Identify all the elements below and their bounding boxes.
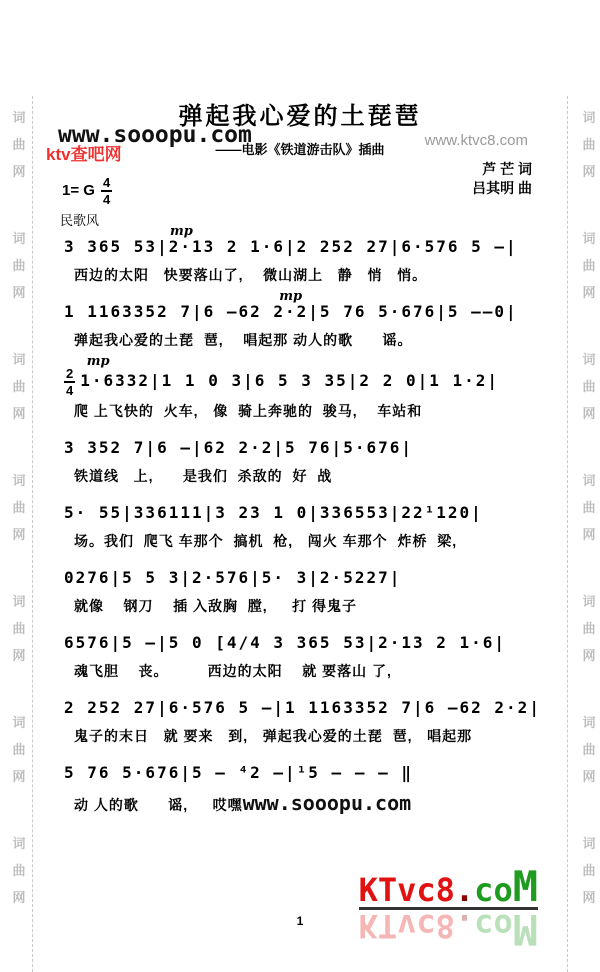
key-signature <box>62 176 112 206</box>
border-char: 词 <box>582 352 596 367</box>
music-system <box>40 354 560 421</box>
border-char: 词 <box>12 715 26 730</box>
meter-bottom: 4 <box>66 383 74 398</box>
lyrics-line: 鬼子的末日 就 要来 到, 弹起我心爱的土琵 琶, 唱起那 <box>74 728 473 744</box>
music-system <box>40 633 560 681</box>
watermark-ktvc8: www.ktvc8.com <box>424 132 528 149</box>
border-char: 曲 <box>582 742 596 757</box>
lyrics-line: 弹起我心爱的土琵 琶, 唱起那 动人的歌 谣。 <box>74 332 413 348</box>
border-char: 词 <box>12 473 26 488</box>
border-char: 网 <box>12 769 26 784</box>
border-char: 网 <box>12 164 26 179</box>
border-char: 曲 <box>12 863 26 878</box>
dynamic-mark: mp <box>279 289 303 304</box>
lyrics-line: 爬 上飞快的 火车, 像 骑上奔驰的 骏马, 车站和 <box>74 403 423 419</box>
border-char: 曲 <box>582 379 596 394</box>
border-char: 词 <box>12 594 26 609</box>
border-char: 网 <box>12 406 26 421</box>
logo-text <box>358 862 538 911</box>
border-char: 曲 <box>12 379 26 394</box>
notes-row <box>40 438 560 462</box>
lyrics-line: 就像 钢刀 插 入敌胸 膛, 打 得鬼子 <box>74 598 358 614</box>
logo-reflection: KTvc8.coM <box>358 905 538 954</box>
border-char: 网 <box>582 285 596 300</box>
music-system <box>40 568 560 616</box>
composer-credit: 吕其明 曲 <box>472 180 532 196</box>
notes-row <box>40 763 560 787</box>
border-char: 曲 <box>12 137 26 152</box>
notes-row <box>40 633 560 657</box>
notes-row <box>40 224 560 261</box>
border-char: 曲 <box>582 258 596 273</box>
key-label: 1= G <box>62 181 95 199</box>
music-system <box>40 289 560 350</box>
border-char: 网 <box>582 769 596 784</box>
border-char: 词 <box>12 110 26 125</box>
border-char: 词 <box>12 836 26 851</box>
meter-bottom: 4 <box>102 192 111 207</box>
logo-part-green: co <box>474 871 513 909</box>
lyrics-line: 西边的太阳 快要落山了, 微山湖上 静 悄 悄。 <box>74 267 428 283</box>
credits <box>472 160 532 198</box>
notation-line: 6576|5 —|5 0 [4/4 3 365 53|2·13 2 1·6| <box>64 633 507 652</box>
border-char: 词 <box>12 352 26 367</box>
lyrics-line: 铁道线 上, 是我们 杀敌的 好 战 <box>74 468 333 484</box>
music-system <box>40 224 560 285</box>
page-title: 弹起我心爱的土琵琶 <box>178 103 422 130</box>
notation-line: 2 252 27|6·576 5 —|1 1163352 7|6 —62 2·2| <box>64 698 541 717</box>
border-char: 网 <box>12 648 26 663</box>
meter-top: 4 <box>102 175 111 190</box>
dynamic-mark: mp <box>86 354 110 369</box>
music-system <box>40 503 560 551</box>
border-char: 词 <box>12 231 26 246</box>
music-systems <box>40 224 560 815</box>
border-char: 网 <box>582 527 596 542</box>
notation-line: 3 352 7|6 —|62 2·2|5 76|5·676| <box>64 438 413 457</box>
music-system <box>40 763 560 815</box>
lyrics-line: 场。我们 爬飞 车那个 搞机 枪, 闯火 车那个 炸桥 梁, <box>74 533 458 549</box>
site-logo <box>358 862 538 954</box>
notation-line: 5· 55|336111|3 23 1 0|336553|22¹120| <box>64 503 483 522</box>
border-char: 词 <box>582 473 596 488</box>
watermark-sooopu: www.sooopu.com <box>58 122 252 148</box>
border-char: 曲 <box>582 500 596 515</box>
border-char: 曲 <box>582 137 596 152</box>
lyrics-line: 动 人的歌 谣, 哎嘿www.sooopu.com <box>74 791 412 815</box>
border-char: 词 <box>582 594 596 609</box>
music-system <box>40 698 560 746</box>
border-char: 网 <box>12 285 26 300</box>
watermark-ktv-red: ktv查吧网 <box>46 145 122 164</box>
border-char: 曲 <box>582 621 596 636</box>
notation-line: 3 365 53|2·13 2 1·6|2 252 27|6·576 5 —| <box>64 237 518 256</box>
border-char: 曲 <box>12 258 26 273</box>
notation-line: 1·6332|1 1 0 3|6 5 3 35|2 2 0|1 1·2| <box>80 371 500 391</box>
style-label: 民歌风 <box>60 213 100 228</box>
dynamic-mark: mp <box>170 224 193 239</box>
notes-row <box>40 354 560 398</box>
border-char: 曲 <box>582 863 596 878</box>
meta-row <box>40 160 560 210</box>
lyrics-line: 魂飞胆 丧。 西边的太阳 就 要落山 了, <box>74 663 392 679</box>
inline-watermark: www.sooopu.com <box>242 791 412 815</box>
music-system <box>40 438 560 486</box>
border-char: 网 <box>582 164 596 179</box>
notation-line: 0276|5 5 3|2·576|5· 3|2·5227| <box>64 568 402 587</box>
border-char: 网 <box>12 890 26 905</box>
sheet-music-page <box>0 96 600 972</box>
sheet-content <box>0 96 600 815</box>
border-char: 曲 <box>12 742 26 757</box>
notes-row <box>40 503 560 527</box>
border-char: 网 <box>12 527 26 542</box>
logo-part-m: M <box>512 862 538 911</box>
page-number: 1 <box>296 914 304 928</box>
border-char: 网 <box>582 406 596 421</box>
border-char: 网 <box>582 648 596 663</box>
meter-top: 2 <box>66 366 74 381</box>
border-char: 曲 <box>12 500 26 515</box>
border-char: 词 <box>582 715 596 730</box>
lyricist-credit: 芦 芒 词 <box>482 161 532 177</box>
inline-meter <box>64 367 75 397</box>
border-char: 网 <box>582 890 596 905</box>
logo-dot: . <box>454 871 475 909</box>
page-subtitle: ——电影《铁道游击队》插曲 <box>215 142 385 157</box>
notes-row <box>40 698 560 722</box>
notes-row <box>40 289 560 326</box>
notation-line: 1 1163352 7|6 —62 2·2|5 76 5·676|5 ——0| <box>64 302 518 321</box>
notation-line: 5 76 5·676|5 — ⁴2 —|¹5 — — — ‖ <box>64 763 413 782</box>
logo-part-red: KTvc8 <box>358 871 455 909</box>
border-char: 词 <box>582 231 596 246</box>
border-char: 曲 <box>12 621 26 636</box>
border-char: 词 <box>582 110 596 125</box>
notes-row <box>40 568 560 592</box>
meter-fraction <box>101 176 112 206</box>
border-char: 词 <box>582 836 596 851</box>
